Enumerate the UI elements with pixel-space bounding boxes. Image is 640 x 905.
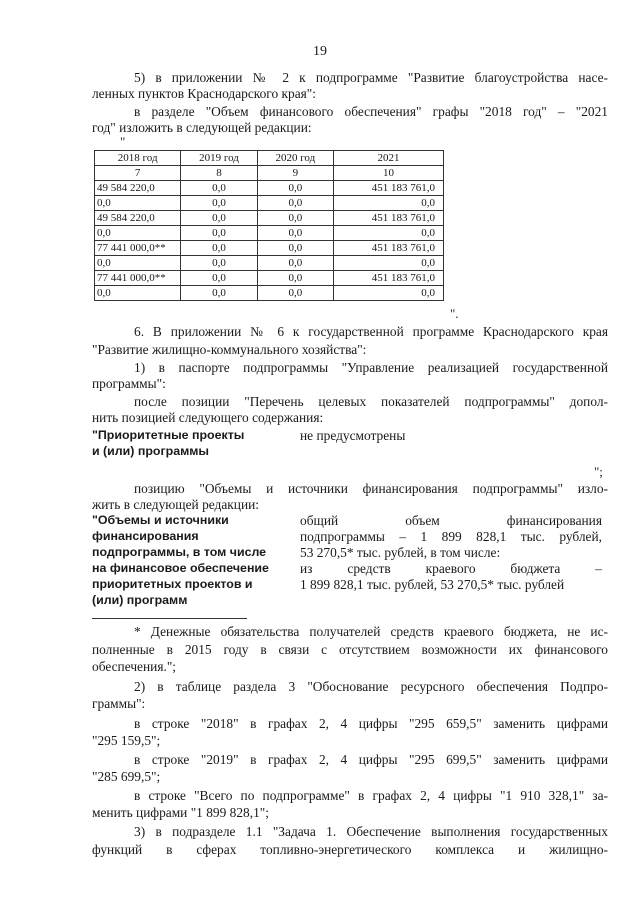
- table-row: [95, 211, 444, 226]
- table-number-cell: 10: [333, 166, 443, 181]
- volumes-intro-line1: позицию "Объемы и источники финансирования подпрограммы" изло-: [134, 481, 608, 496]
- table-cell: 0,0: [257, 226, 333, 241]
- table-cell: 0,0: [181, 256, 257, 271]
- table-cell: 0,0: [333, 196, 443, 211]
- table-cell: 0,0: [333, 226, 443, 241]
- table-cell: 0,0: [181, 271, 257, 286]
- table-row: [95, 226, 444, 241]
- table-row: [95, 271, 444, 286]
- para-6-line5: после позиции "Перечень целевых показателей подпрограммы" допол-: [134, 394, 608, 409]
- table-header-cell: 2020 год: [257, 151, 333, 166]
- table-cell: 451 183 761,0: [333, 211, 443, 226]
- table-header-row: [95, 151, 444, 166]
- table-cell: 0,0: [257, 271, 333, 286]
- table-number-cell: 9: [257, 166, 333, 181]
- para-6-line6: нить позицией следующего содержания:: [92, 410, 324, 425]
- table-cell: 451 183 761,0: [333, 181, 443, 196]
- table-row: [95, 256, 444, 271]
- table-row: [95, 241, 444, 256]
- table-cell: 0,0: [181, 211, 257, 226]
- table-header-cell: 2021: [333, 151, 443, 166]
- para-2-line5: в строке "2019" в графах 2, 4 цифры "295 699,5" заменить цифрами: [134, 752, 608, 767]
- priority-label-line2: и (или) программы: [92, 444, 210, 458]
- para-2-line3: в строке "2018" в графах 2, 4 цифры "295 659,5" заменить цифрами: [134, 716, 608, 731]
- table-number-cell: 8: [181, 166, 257, 181]
- table-cell: 0,0: [333, 286, 443, 301]
- para-5-line3: в разделе "Объем финансового обеспечения" графы "2018 год" – "2021: [134, 104, 608, 119]
- table-cell: 0,0: [257, 196, 333, 211]
- table-cell: 0,0: [257, 181, 333, 196]
- para-5-line4: год" изложить в следующей редакции:: [92, 120, 312, 135]
- table-cell: 0,0: [257, 256, 333, 271]
- para-3-line2: функций в сферах топливно-энергетического комплекса и жилищно-: [92, 842, 608, 857]
- volumes-value-line: из средств краевого бюджета –: [300, 561, 602, 576]
- para-5-line2: ленных пунктов Краснодарского края":: [92, 86, 316, 101]
- volumes-value-line: подпрограммы – 1 899 828,1 тыс. рублей,: [300, 529, 602, 544]
- priority-close: ";: [594, 464, 603, 479]
- table-cell: 451 183 761,0: [333, 241, 443, 256]
- volumes-label-line: подпрограммы, в том числе: [92, 545, 267, 559]
- volumes-label-line: приоритетных проектов и: [92, 577, 253, 591]
- para-2-line4: "295 159,5";: [92, 733, 161, 748]
- table-cell: 0,0: [181, 226, 257, 241]
- para-5-line1: 5) в приложении № 2 к подпрограмме "Развитие благоустройства насе-: [134, 70, 608, 85]
- table-cell: 77 441 000,0**: [95, 241, 181, 256]
- page-number: 19: [313, 44, 327, 59]
- para-6-line3: 1) в паспорте подпрограммы "Управление реализацией государственной: [134, 360, 608, 375]
- footnote-line1: * Денежные обязательства получателей средств краевого бюджета, не ис-: [134, 624, 608, 639]
- footnote-line2: полненные в 2015 году в связи с отсутствием возможности их финансового: [92, 642, 608, 657]
- volumes-label-line: "Объемы и источники: [92, 513, 229, 527]
- volumes-label-line: (или) программ: [92, 593, 188, 607]
- volumes-intro-line2: жить в следующей редакции:: [92, 497, 260, 512]
- table-cell: 0,0: [333, 256, 443, 271]
- para-2-line1: 2) в таблице раздела 3 "Обоснование ресурсного обеспечения Подпро-: [134, 679, 608, 694]
- table-cell: 0,0: [181, 181, 257, 196]
- para-3-line1: 3) в подразделе 1.1 "Задача 1. Обеспечение выполнения государственных: [134, 824, 608, 839]
- quote-open: ": [120, 134, 126, 149]
- priority-label-line1: "Приоритетные проекты: [92, 428, 245, 442]
- footnote-line3: обеспечения.";: [92, 659, 177, 674]
- footnote-separator: [92, 618, 247, 619]
- para-2-line6: "285 699,5";: [92, 769, 161, 784]
- table-row: [95, 181, 444, 196]
- volumes-label-line: на финансовое обеспечение: [92, 561, 269, 575]
- volumes-label-line: финансирования: [92, 529, 199, 543]
- table-cell: 0,0: [95, 256, 181, 271]
- table-number-row: [95, 166, 444, 181]
- table-cell: 0,0: [257, 211, 333, 226]
- para-6-line4: программы":: [92, 376, 166, 391]
- table-cell: 49 584 220,0: [95, 211, 181, 226]
- table-header-cell: 2018 год: [95, 151, 181, 166]
- table-cell: 0,0: [95, 226, 181, 241]
- table-cell: 49 584 220,0: [95, 181, 181, 196]
- volumes-value-line: 53 270,5* тыс. рублей, в том числе:: [300, 545, 501, 560]
- finance-table: [94, 150, 444, 301]
- table-cell: 0,0: [181, 196, 257, 211]
- table-cell: 0,0: [95, 196, 181, 211]
- para-2-line8: менить цифрами "1 899 828,1";: [92, 805, 269, 820]
- para-2-line7: в строке "Всего по подпрограмме" в графах 2, 4 цифры "1 910 328,1" за-: [134, 788, 608, 803]
- para-6-line2: "Развитие жилищно-коммунального хозяйства":: [92, 342, 367, 357]
- quote-close: ".: [450, 306, 459, 321]
- table-cell: 0,0: [257, 286, 333, 301]
- priority-value: не предусмотрены: [300, 428, 406, 443]
- volumes-value-line: общий объем финансирования: [300, 513, 602, 528]
- para-2-line2: граммы":: [92, 696, 146, 711]
- table-cell: 0,0: [257, 241, 333, 256]
- table-cell: 451 183 761,0: [333, 271, 443, 286]
- table-header-cell: 2019 год: [181, 151, 257, 166]
- para-6-line1: 6. В приложении № 6 к государственной программе Краснодарского края: [134, 324, 608, 339]
- table-row: [95, 286, 444, 301]
- table-cell: 0,0: [181, 241, 257, 256]
- table-cell: 0,0: [95, 286, 181, 301]
- table-cell: 77 441 000,0**: [95, 271, 181, 286]
- volumes-value-line: 1 899 828,1 тыс. рублей, 53 270,5* тыс. рублей: [300, 577, 565, 592]
- table-row: [95, 196, 444, 211]
- table-cell: 0,0: [181, 286, 257, 301]
- table-number-cell: 7: [95, 166, 181, 181]
